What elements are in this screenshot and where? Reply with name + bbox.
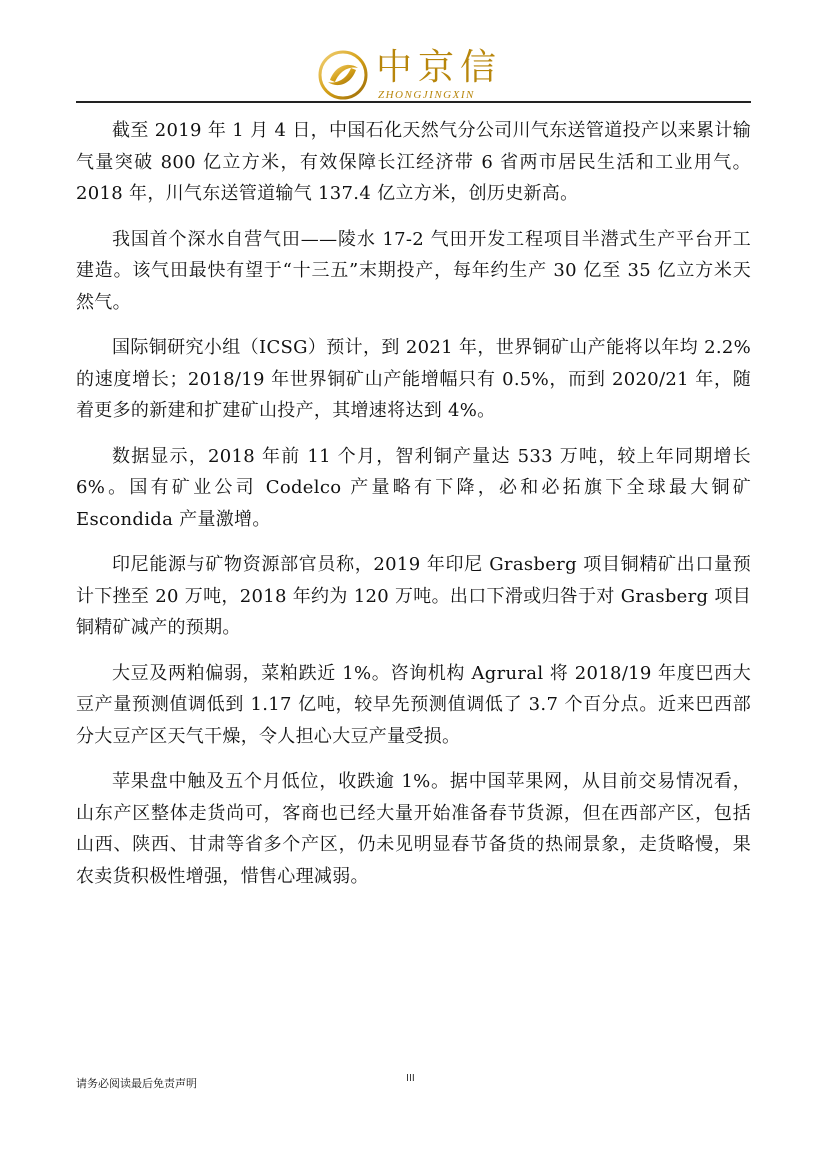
zhongjingxin-logo-icon bbox=[318, 50, 368, 100]
paragraph: 苹果盘中触及五个月低位，收跌逾 1%。据中国苹果网，从目前交易情况看，山东产区整体走货尚可，客商也已经大量开始准备春节货源，但在西部产区，包括山西、陕西、甘肃等省多个产区，仍未见明显春节备货的热闹景象，走货略慢，果农卖货积极性增强，惜售心理减弱。 bbox=[76, 771, 751, 887]
brand-pinyin: ZHONGJINGXIN bbox=[378, 89, 475, 101]
disclaimer-note: 请务必阅读最后免责声明 bbox=[76, 1077, 197, 1090]
page-number: III bbox=[406, 1073, 415, 1084]
paragraph: 截至 2019 年 1 月 4 日，中国石化天然气分公司川气东送管道投产以来累计输气量突破 800 亿立方米，有效保障长江经济带 6 省两市居民生活和工业用气。2018 年，川气东送管道输气 137.4 亿立方米，创历史新高。 bbox=[76, 120, 751, 204]
page-header bbox=[0, 42, 827, 102]
article-body bbox=[76, 115, 751, 906]
header-divider bbox=[76, 101, 751, 103]
paragraph: 我国首个深水自营气田——陵水 17-2 气田开发工程项目半潜式生产平台开工建造。该气田最快有望于“十三五”末期投产，每年约生产 30 亿至 35 亿立方米天然气。 bbox=[76, 228, 751, 313]
brand-name: 中京信 bbox=[376, 47, 503, 88]
paragraph: 大豆及两粕偏弱，菜粕跌近 1%。咨询机构 Agrural 将 2018/19 年度巴西大豆产量预测值调低到 1.17 亿吨，较早先预测值调低了 3.7 个百分点。近来巴西部分大豆产区天气干燥，令人担心大豆产量受损。 bbox=[76, 662, 751, 747]
paragraph: 数据显示，2018 年前 11 个月，智利铜产量达 533 万吨，较上年同期增长 6%。国有矿业公司 Codelco 产量略有下降，必和必拓旗下全球最大铜矿 Escondida 产量激增。 bbox=[76, 445, 751, 530]
paragraph: 印尼能源与矿物资源部官员称，2019 年印尼 Grasberg 项目铜精矿出口量预计下挫至 20 万吨，2018 年约为 120 万吨。出口下滑或归咎于对 Grasberg 项目铜精矿减产的预期。 bbox=[76, 554, 751, 638]
paragraph: 国际铜研究小组（ICSG）预计，到 2021 年，世界铜矿山产能将以年均 2.2%的速度增长；2018/19 年世界铜矿山产能增幅只有 0.5%，而到 2020/21 年，随着更多的新建和扩建矿山投产，其增速将达到 4%。 bbox=[76, 337, 751, 421]
